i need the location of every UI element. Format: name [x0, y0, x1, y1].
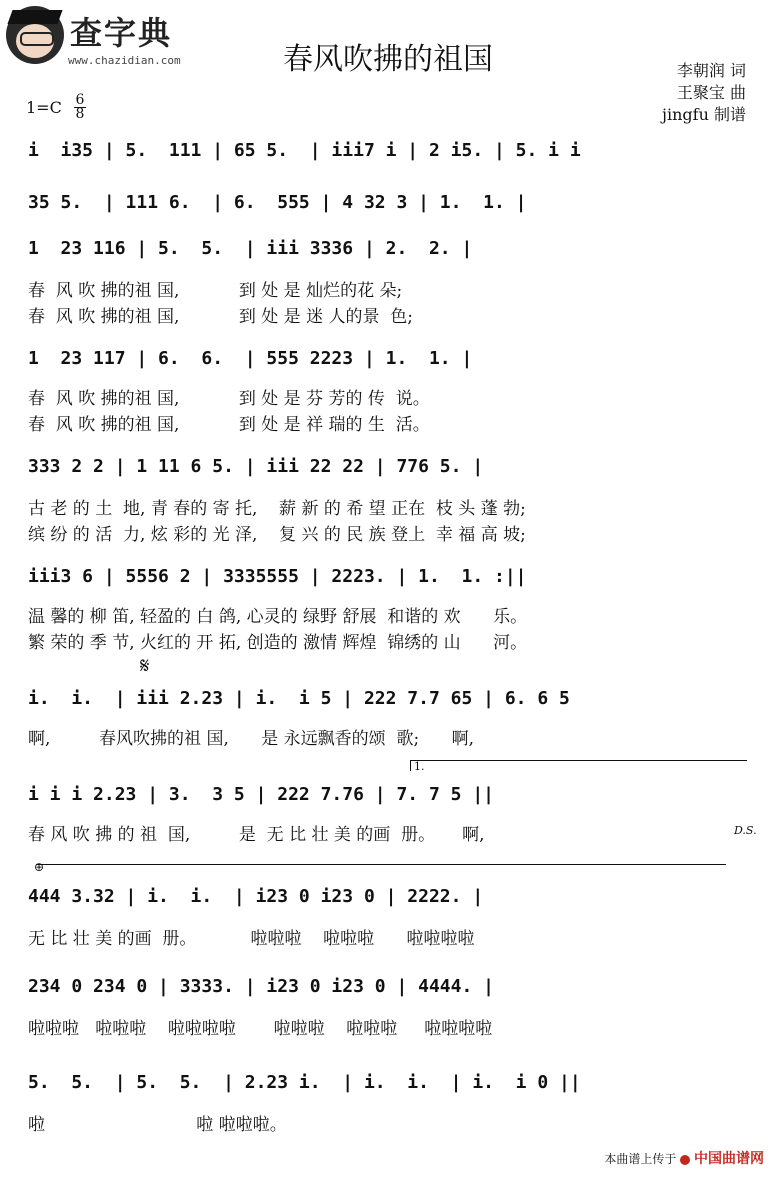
- transcriber-credit: jingfu 制谱: [662, 105, 746, 124]
- lyric-line: 春 风 吹 拂的祖 国, 到 处 是 灿烂的花 朵;: [28, 281, 403, 301]
- volta-bracket: [410, 760, 747, 771]
- lyric-line: 啊, 春风吹拂的祖 国, 是 永远飘香的颂 歌; 啊,: [28, 729, 475, 749]
- lyric-line: 啦 啦 啦啦啦。: [28, 1115, 287, 1135]
- graduation-cap-icon: [7, 10, 62, 24]
- lyric-line: 春 风 吹 拂的祖 国, 到 处 是 芬 芳的 传 说。: [28, 389, 430, 409]
- notation-line: 234 0 234 0 | 3333. | i23 0 i23 0 | 4444. |: [28, 976, 494, 997]
- composer-credit: 王聚宝 曲: [676, 83, 746, 102]
- notation-line: iii3 6 | 5556 2 | 3335555 | 2223. | 1. 1. :||: [28, 566, 527, 587]
- notation-line: 1 23 117 | 6. 6. | 555 2223 | 1. 1. |: [28, 348, 473, 369]
- footer-brand: 中国曲谱网: [694, 1151, 764, 1167]
- notation-line: i i i 2.23 | 3. 3 5 | 222 7.76 | 7. 7 5 ||: [28, 784, 494, 805]
- lyric-line: 春 风 吹 拂 的 祖 国, 是 无 比 壮 美 的画 册。 啊,: [28, 825, 485, 845]
- notation-line: 5. 5. | 5. 5. | 2.23 i. | i. i. | i. i 0 ||: [28, 1072, 581, 1093]
- coda-sign: ⊕: [34, 860, 45, 874]
- dal-segno-mark: D.S.: [734, 824, 757, 837]
- footer-brand-icon: [680, 1155, 690, 1165]
- lyric-line: 缤 纷 的 活 力, 炫 彩的 光 泽, 复 兴 的 民 族 登上 幸 福 高 坡;: [28, 525, 526, 545]
- notation-line: 444 3.32 | i. i. | i23 0 i23 0 | 2222. |: [28, 886, 484, 907]
- notation-line: 333 2 2 | 1 11 6 5. | iii 22 22 | 776 5. |: [28, 456, 484, 477]
- lyric-line: 无 比 壮 美 的画 册。 啦啦啦 啦啦啦 啦啦啦啦: [28, 929, 475, 949]
- footer-prefix: 本曲谱上传于: [604, 1152, 677, 1166]
- lyric-line: 春 风 吹 拂的祖 国, 到 处 是 迷 人的景 色;: [28, 307, 414, 327]
- notation-line: i. i. | iii 2.23 | i. i 5 | 222 7.7 65 | 6. 6 5: [28, 688, 570, 709]
- meter-bottom: 8: [75, 106, 85, 122]
- watermark-name: 查字典: [70, 14, 173, 52]
- segno-sign: 𝄋: [140, 654, 150, 679]
- notation-line: 35 5. | 111 6. | 6. 555 | 4 32 3 | 1. 1. |: [28, 192, 527, 213]
- meter-top: 6: [75, 92, 85, 108]
- lyric-line: 古 老 的 土 地, 青 春的 寄 托, 薪 新 的 希 望 正在 枝 头 蓬 勃;: [28, 499, 526, 519]
- upload-footer: [604, 1148, 764, 1168]
- lyric-line: 啦啦啦 啦啦啦 啦啦啦啦 啦啦啦 啦啦啦 啦啦啦啦: [28, 1019, 493, 1039]
- notation-line: 1 23 116 | 5. 5. | iii 3336 | 2. 2. |: [28, 238, 473, 259]
- lyricist-credit: 李朝润 词: [676, 61, 746, 80]
- watermark-url: www.chazidian.com: [68, 54, 181, 67]
- lyric-line: 温 馨的 柳 笛, 轻盈的 白 鸽, 心灵的 绿野 舒展 和谐的 欢 乐。: [28, 607, 528, 627]
- time-signature: [74, 94, 86, 121]
- lyric-line: 春 风 吹 拂的祖 国, 到 处 是 祥 瑞的 生 活。: [28, 415, 430, 435]
- volta-label: 1.: [414, 760, 425, 773]
- coda-line: [36, 864, 726, 865]
- notation-line: i i35 | 5. 111 | 65 5. | iii7 i | 2 i5. | 5. i i: [28, 140, 581, 161]
- song-title: 春风吹拂的祖国: [283, 42, 493, 77]
- key-signature: 1=C: [26, 98, 62, 117]
- lyric-line: 繁 荣的 季 节, 火红的 开 拓, 创造的 激情 辉煌 锦绣的 山 河。: [28, 633, 528, 653]
